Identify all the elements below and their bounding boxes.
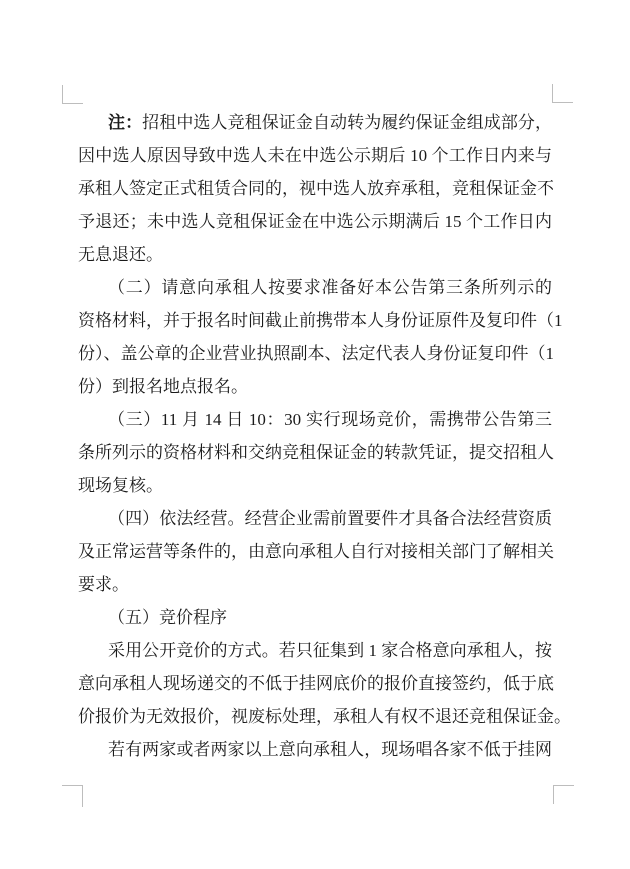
paragraph [78, 601, 552, 634]
text-line: 承租人签定正式租赁合同的，视中选人放弃承租，竞租保证金不 [78, 179, 554, 198]
text-line: （三）11 月 14 日 10：30 实行现场竞价，需携带公告第三 [108, 410, 552, 429]
text-line: 若有两家或者两家以上意向承租人，现场唱各家不低于挂网 [108, 740, 552, 759]
paragraph [78, 502, 552, 601]
text-line: 注：招租中选人竞租保证金自动转为履约保证金组成部分， [108, 113, 553, 132]
paragraph [78, 634, 571, 733]
document-body [78, 106, 571, 766]
paragraph [78, 733, 552, 766]
crop-mark-top-right-icon [552, 84, 573, 103]
paragraph [78, 403, 552, 502]
text-line: 份）到报名地点报名。 [78, 377, 248, 396]
text-line: 及正常运营等条件的，由意向承租人自行对接相关部门了解相关 [78, 542, 554, 561]
text-line: 采用公开竞价的方式。若只征集到 1 家合格意向承租人，按 [108, 641, 552, 660]
text-line: 意向承租人现场递交的不低于挂网底价的报价直接签约，低于底 [78, 674, 554, 693]
bold-note-label: 注： [108, 113, 143, 132]
crop-mark-bottom-right-icon [553, 785, 574, 804]
text-line: （五）竞价程序 [108, 608, 227, 627]
paragraph [78, 106, 552, 271]
text-line: 资格材料，并于报名时间截止前携带本人身份证原件及复印件（1 [78, 311, 563, 330]
text-line: （四）依法经营。经营企业需前置要件才具备合法经营资质 [108, 509, 552, 528]
text-line: 要求。 [78, 575, 129, 594]
text-line: 份）、盖公章的企业营业执照副本、法定代表人身份证复印件（1 [78, 344, 554, 363]
crop-mark-bottom-left-icon [62, 785, 83, 807]
text-line: 价报价为无效报价，视废标处理，承租人有权不退还竞租保证金。 [78, 707, 571, 726]
crop-mark-top-left-icon [62, 85, 83, 104]
text-line: 因中选人原因导致中选人未在中选公示期后 10 个工作日内来与 [78, 146, 552, 165]
text-line: （二）请意向承租人按要求准备好本公告第三条所列示的 [108, 278, 552, 297]
text-line: 现场复核。 [78, 476, 163, 495]
text-line: 条所列示的资格材料和交纳竞租保证金的转款凭证，提交招租人 [78, 443, 554, 462]
text-line: 予退还；未中选人竞租保证金在中选公示期满后 15 个工作日内 [78, 212, 552, 231]
paragraph [78, 271, 563, 403]
text-line: 无息退还。 [78, 245, 163, 264]
